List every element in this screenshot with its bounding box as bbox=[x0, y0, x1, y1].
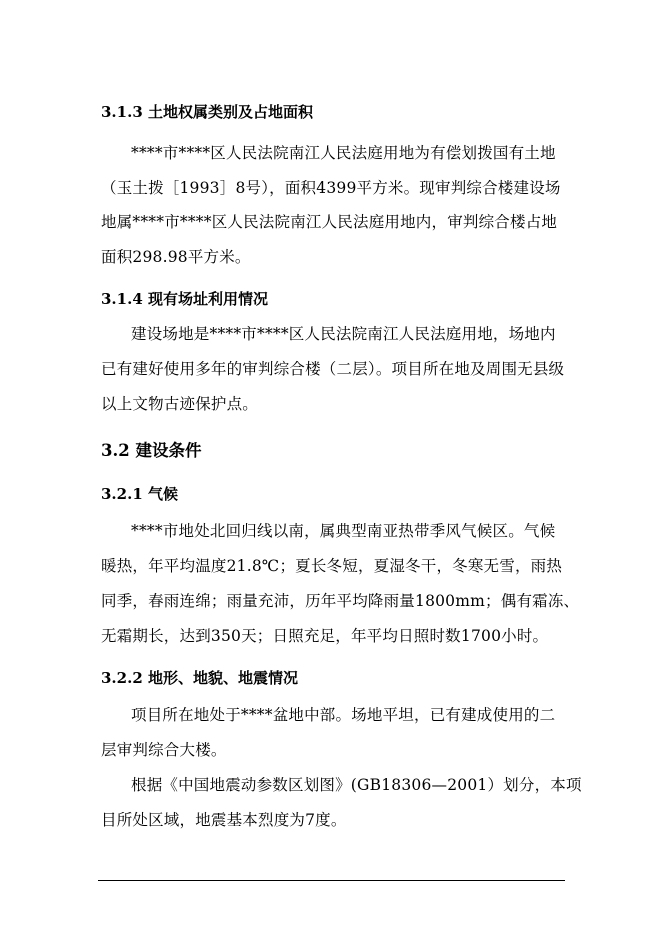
paragraph-line: ****市地处北回归线以南，属典型南亚热带季风气候区。气候 bbox=[131, 522, 556, 540]
paragraph-line: 面积298.98平方米。 bbox=[101, 248, 251, 266]
section-heading-3-1-4: 3.1.4 现有场址利用情况 bbox=[101, 290, 268, 308]
paragraph-line: 根据《中国地震动参数区划图》(GB18306—2001）划分，本项 bbox=[131, 776, 582, 794]
paragraph-line: 无霜期长，达到350天；日照充足，年平均日照时数1700小时。 bbox=[101, 627, 549, 645]
paragraph-line: 项目所在地处于****盆地中部。场地平坦，已有建成使用的二 bbox=[131, 706, 556, 724]
paragraph-line: 地属****市****区人民法院南江人民法庭用地内，审判综合楼占地 bbox=[101, 213, 558, 231]
paragraph-line: 同季，春雨连绵；雨量充沛，历年平均降雨量1800mm；偶有霜冻、 bbox=[101, 592, 580, 610]
section-heading-3-2: 3.2 建设条件 bbox=[101, 441, 202, 460]
section-heading-3-2-1: 3.2.1 气候 bbox=[101, 485, 178, 503]
section-heading-3-1-3: 3.1.3 土地权属类别及占地面积 bbox=[101, 103, 313, 121]
paragraph-line: ****市****区人民法院南江人民法庭用地为有偿划拨国有土地 bbox=[131, 144, 556, 162]
paragraph-line: 建设场地是****市****区人民法院南江人民法庭用地，场地内 bbox=[131, 325, 556, 343]
paragraph-line: 暖热，年平均温度21.8℃；夏长冬短，夏湿冬干，冬寒无雪，雨热 bbox=[101, 557, 563, 575]
paragraph-line: （玉土拨［1993］8号），面积4399平方米。现审判综合楼建设场 bbox=[101, 179, 561, 197]
section-heading-3-2-2: 3.2.2 地形、地貌、地震情况 bbox=[101, 669, 298, 687]
paragraph-line: 目所处区域，地震基本烈度为7度。 bbox=[101, 811, 347, 829]
paragraph-line: 已有建好使用多年的审判综合楼（二层）。项目所在地及周围无县级 bbox=[101, 360, 565, 378]
paragraph-line: 层审判综合大楼。 bbox=[101, 741, 227, 759]
footer-divider bbox=[98, 880, 565, 881]
paragraph-line: 以上文物古迹保护点。 bbox=[101, 395, 259, 413]
